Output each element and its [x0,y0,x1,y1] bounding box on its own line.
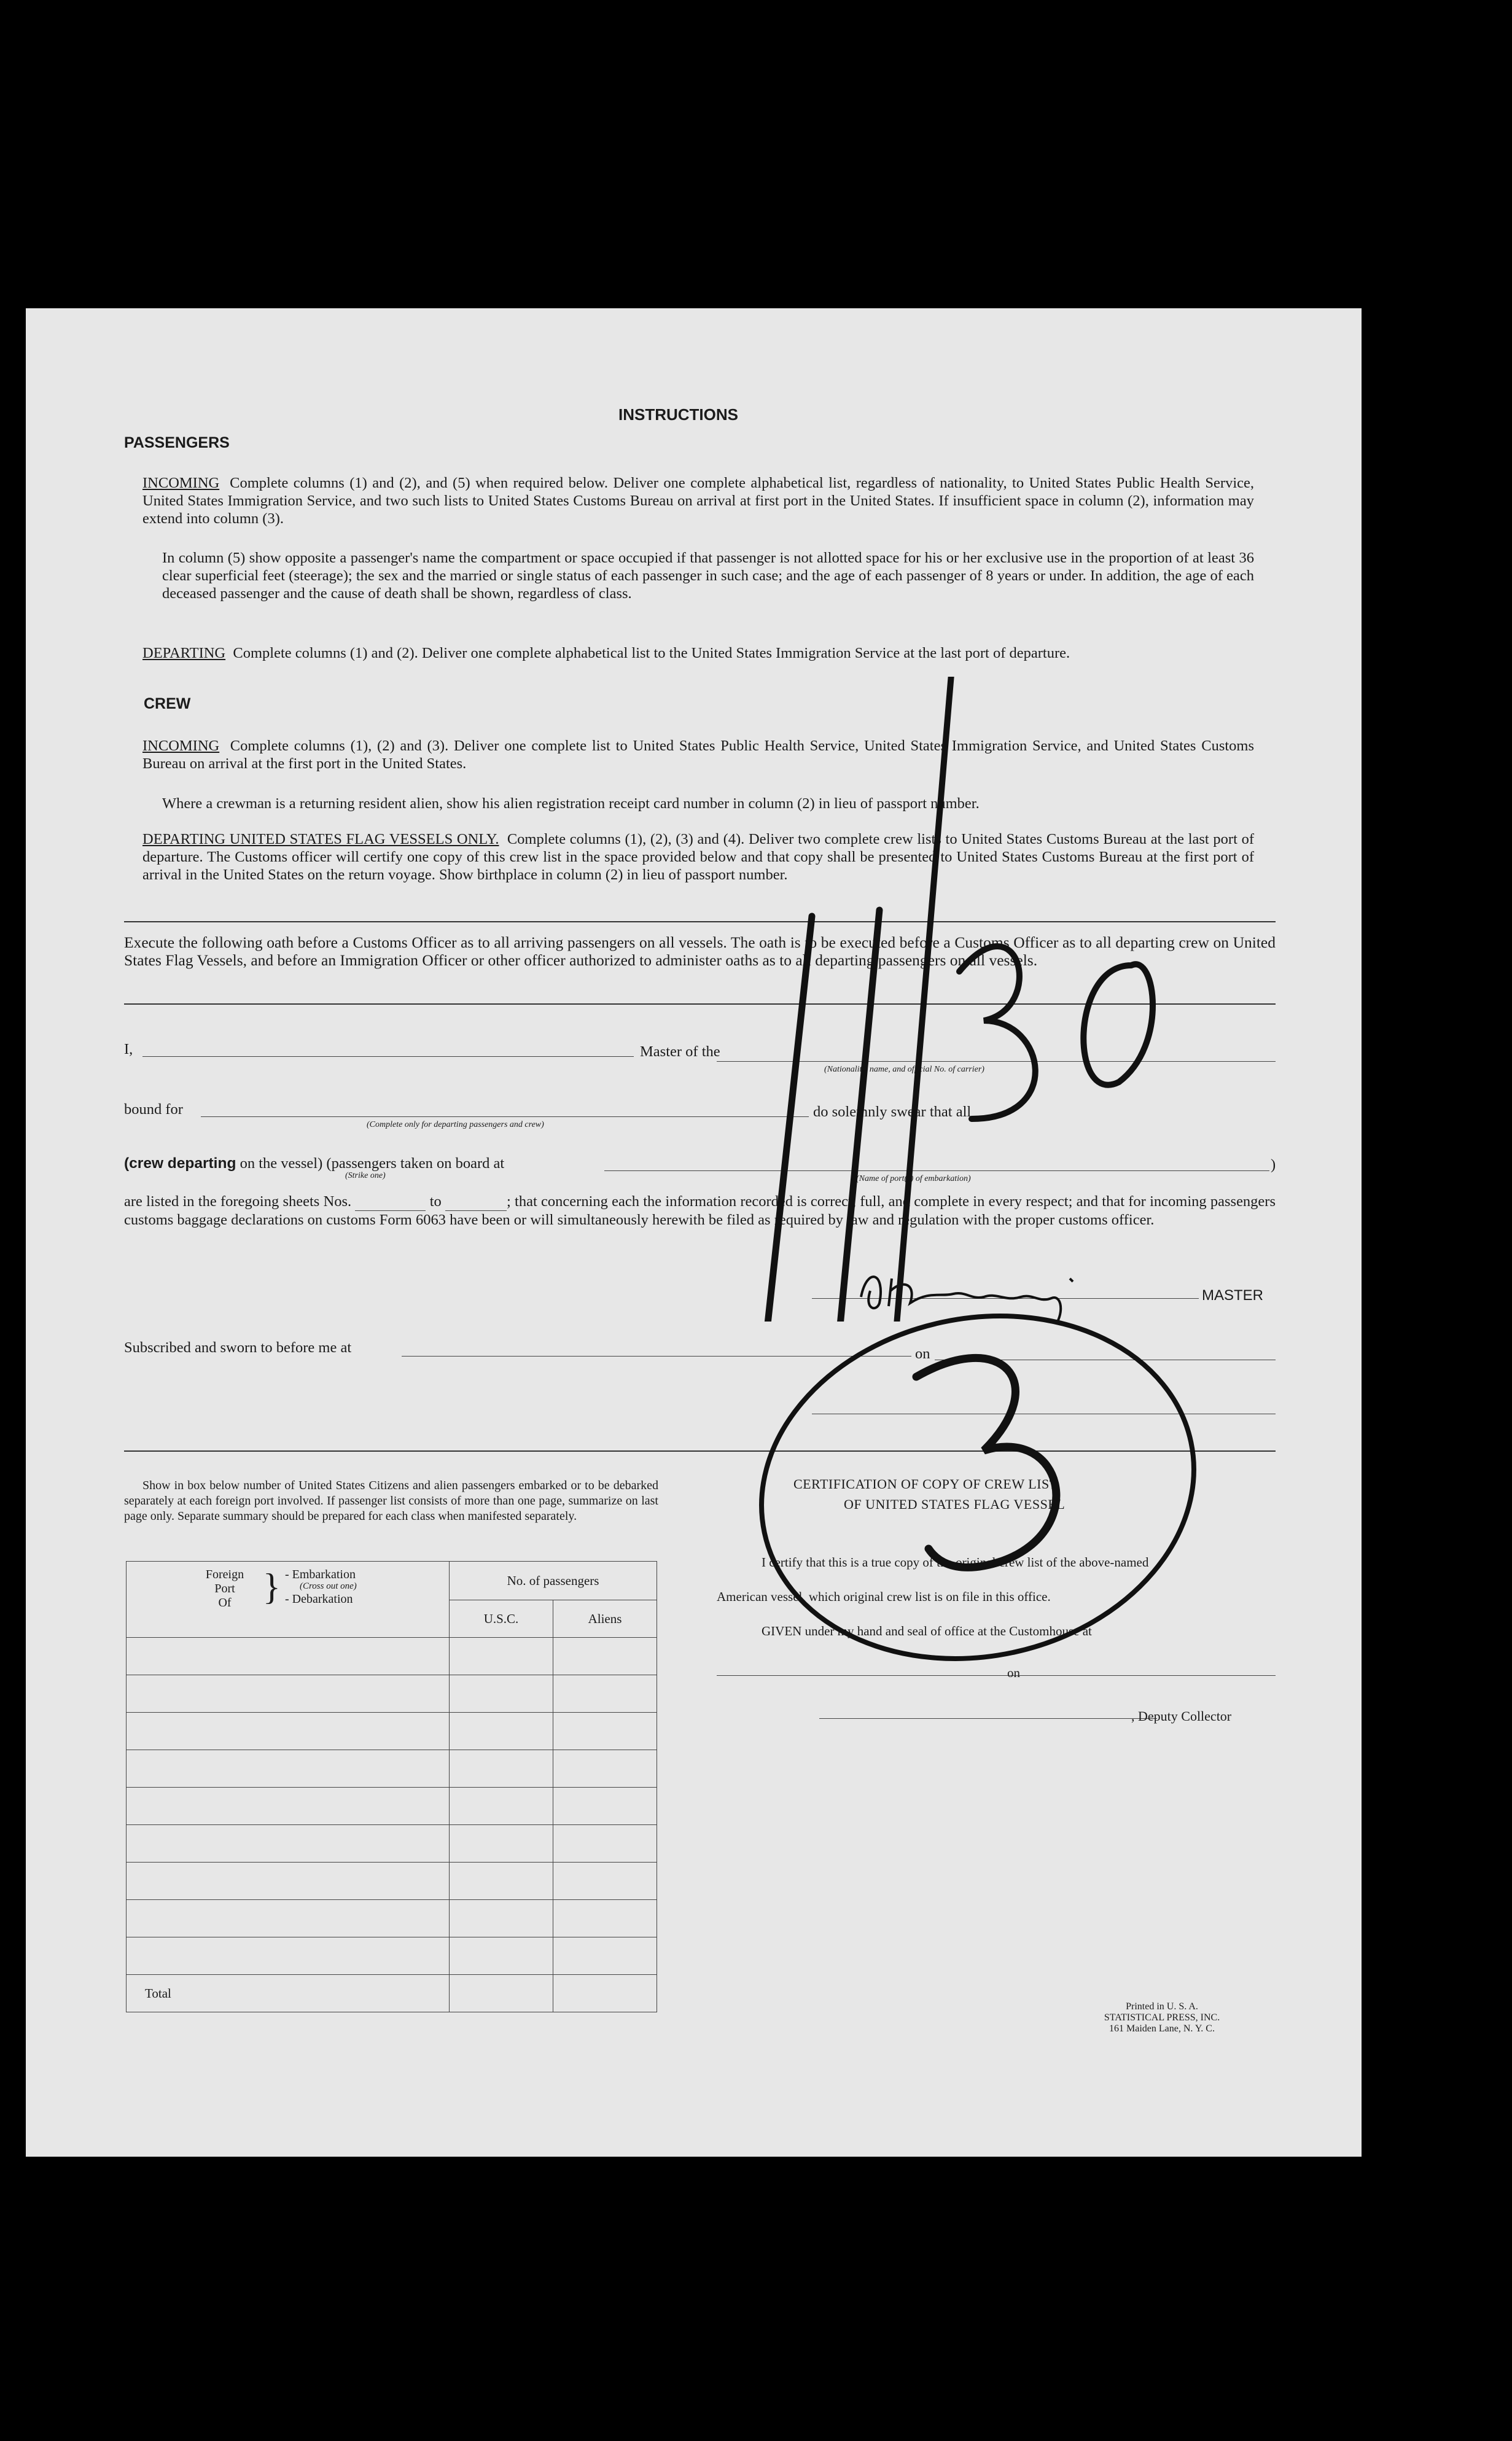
usc-total-cell[interactable] [450,1975,553,2012]
cert-on-label: on [1007,1665,1020,1680]
table-row [127,1825,657,1863]
crew-heading: CREW [144,695,191,712]
incoming-passengers-paragraph [142,474,1254,528]
passengers-taken-label: (passengers taken on board at [326,1155,505,1172]
close-paren: ) [1271,1156,1276,1173]
crew-incoming-paragraph [142,737,1254,773]
aliens-cell[interactable] [553,1713,657,1750]
master-label: MASTER [1202,1287,1264,1304]
total-label: Total [127,1975,450,2012]
divider [124,1450,1276,1452]
aliens-cell[interactable] [553,1900,657,1937]
divider [124,1003,1276,1005]
debarkation-label: - Debarkation [285,1592,353,1606]
listed-text-a: are listed in the foregoing sheets Nos. [124,1193,352,1210]
crew-incoming-text: Complete columns (1), (2) and (3). Deliver one complete list to United States Public Health Service, United States Immigration Service, and United States Customs Bureau on arrival at the first port in the United States. [142,738,1255,772]
port-cell[interactable] [127,1937,450,1975]
port-cell[interactable] [127,1863,450,1900]
embarkation-label: - Embarkation [285,1568,356,1581]
table-total-row [127,1975,657,2012]
usc-header: U.S.C. [450,1600,553,1638]
aliens-header: Aliens [553,1600,657,1638]
bound-for-label: bound for [124,1101,183,1118]
table-row [127,1788,657,1825]
subscribed-label: Subscribed and sworn to before me at [124,1339,352,1356]
complete-only-caption: (Complete only for departing passengers and crew) [367,1120,544,1129]
departing-us-paragraph [142,830,1254,884]
master-signature-line[interactable] [812,1298,1199,1299]
deputy-collector-label: , Deputy Collector [1131,1708,1232,1724]
certify-text: I certify that this is a true copy of the original crew list of the above-named [762,1555,1149,1570]
on-the-vessel-label: on the vessel) [240,1155,323,1172]
foreign-port-of: Foreign Port Of [205,1568,244,1610]
column5-paragraph: In column (5) show opposite a passenger's name the compartment or space occupied if that passenger is not allotted space for his or her exclusive use in the proportion of at least 36 clear superficial feet (steerage); the sex and the married or single status of each passenger in such case; and the age of each passenger of 8 years or under. In addition, the age of each deceased passenger and the cause of death shall be shown, regardless of class. [162,550,1254,602]
table-row [127,1750,657,1788]
port-cell[interactable] [127,1788,450,1825]
usc-cell[interactable] [450,1788,553,1825]
listed-to: to [429,1193,442,1210]
port-cell[interactable] [127,1713,450,1750]
i-label: I, [124,1041,133,1057]
listed-paragraph [124,1193,1276,1229]
usc-cell[interactable] [450,1750,553,1788]
port-cell[interactable] [127,1638,450,1675]
printer-line-1: Printed in U. S. A. [1126,2001,1198,2012]
passenger-summary-table [126,1561,657,2012]
box-instructions: Show in box below number of United States Citizens and alien passengers embarked or to be debarked separately at each foreign port involved. If passenger list consists of more than one page, summarize on last page only. Separate summary should be prepared for each class when manifested separately. [124,1479,658,1523]
strike-one-caption: (Strike one) [345,1171,386,1180]
usc-cell[interactable] [450,1900,553,1937]
nationality-caption: (Nationality, name, and official No. of carrier) [824,1065,984,1074]
table-row [127,1675,657,1713]
master-of-the-label: Master of the [640,1043,720,1060]
crew-departing-label: (crew departing [124,1155,236,1172]
usc-cell[interactable] [450,1825,553,1863]
name-of-port-caption: (Name of port(s) of embarkation) [856,1174,971,1183]
carrier-line[interactable] [717,1061,1276,1062]
port-cell[interactable] [127,1825,450,1863]
port-of-embarkation-line[interactable] [604,1170,1269,1171]
departing-us-text: Complete columns (1), (2), (3) and (4). Deliver two complete crew lists to United States Customs Bureau at the last port of departure. The Customs officer will certify one copy of this crew list in the space provided below and that copy shall be presented to United States Customs Bureau at the first port of arrival in the United States on the return voyage. Show birthplace in column (2) in lieu of passport number. [142,831,1254,883]
port-cell[interactable] [127,1900,450,1937]
foreign-port-header [127,1562,450,1638]
departing-text: Complete columns (1) and (2). Deliver one complete alphabetical list to the United States Immigration Service at the last port of departure. [233,645,1070,661]
sheet-from-field[interactable] [355,1193,426,1211]
usc-cell[interactable] [450,1675,553,1713]
crewman-paragraph: Where a crewman is a returning resident alien, show his alien registration receipt card number in column (2) in lieu of passport number. [162,795,980,812]
aliens-cell[interactable] [553,1675,657,1713]
oath-paragraph: Execute the following oath before a Customs Officer as to all arriving passengers on all vessels. The oath is to be executed before a Customs Officer as to all departing crew on United States Flag Vessels, and before an Immigration Officer or other officer authorized to administer oaths as to all departing passengers on all vessels. [124,933,1276,969]
do-solemnly-text: do solemnly swear that all [813,1104,972,1120]
printer-line-2: STATISTICAL PRESS, INC. [1104,2012,1220,2023]
brace: } [263,1567,281,1607]
cert-place-line[interactable] [717,1675,1024,1676]
given-text: GIVEN under my hand and seal of office at the Customhouse at [762,1624,1092,1638]
usc-cell[interactable] [450,1713,553,1750]
table-row [127,1863,657,1900]
table-row [127,1937,657,1975]
no-of-passengers-header: No. of passengers [450,1562,657,1600]
port-cell[interactable] [127,1675,450,1713]
departing-us-label: DEPARTING UNITED STATES FLAG VESSELS ONLY. [142,831,499,847]
american-vessel-text: American vessel, which original crew list is on file in this office. [717,1589,1051,1604]
certification-title-1: CERTIFICATION OF COPY OF CREW LIST [793,1476,1058,1492]
crew-incoming-label: INCOMING [142,738,220,754]
sworn-on-label: on [915,1345,930,1362]
divider [124,921,1276,922]
incoming-label: INCOMING [142,475,220,491]
document-page [26,308,1362,2157]
aliens-cell[interactable] [553,1937,657,1975]
passengers-heading: PASSENGERS [124,434,230,451]
aliens-cell[interactable] [553,1638,657,1675]
sworn-place-line[interactable] [402,1356,911,1357]
bound-for-line[interactable] [201,1116,809,1117]
cross-out-label: (Cross out one) [300,1581,357,1591]
incoming-text: Complete columns (1) and (2), and (5) when required below. Deliver one complete alphabetical list, regardless of nationality, to United States Public Health Service, United States Immigration Service, and two such lists to United States Customs Bureau on arrival at first port in the United States. If insufficient space in column (2), information may extend into column (3). [142,475,1255,527]
listed-text-b: ; that concerning each the information recorded is correct, full, and complete in every respect; and that for incoming passengers customs baggage declarations on customs Form 6063 have been or will simultaneously herewith be filed as required by law and regulation with the proper customs officer. [124,1193,1276,1228]
table-row [127,1900,657,1937]
deputy-signature-line[interactable] [819,1718,1157,1719]
aliens-cell[interactable] [553,1825,657,1863]
usc-cell[interactable] [450,1937,553,1975]
table-row [127,1638,657,1675]
master-signature [849,1254,1119,1328]
aliens-cell[interactable] [553,1863,657,1900]
sheet-to-field[interactable] [445,1193,507,1211]
printer-imprint [1070,2001,1254,2034]
cert-date-line[interactable] [1024,1675,1276,1676]
port-cell[interactable] [127,1750,450,1788]
printer-line-3: 161 Maiden Lane, N. Y. C. [1109,2023,1215,2034]
master-name-line[interactable] [142,1056,634,1057]
departing-passengers-paragraph [142,644,1254,662]
aliens-cell[interactable] [553,1750,657,1788]
certification-title-2: OF UNITED STATES FLAG VESSEL [844,1497,1066,1512]
aliens-total-cell[interactable] [553,1975,657,2012]
instructions-title: INSTRUCTIONS [618,405,738,424]
departing-label: DEPARTING [142,645,226,661]
table-row [127,1713,657,1750]
aliens-cell[interactable] [553,1788,657,1825]
crew-departing-line-text [124,1154,504,1172]
usc-cell[interactable] [450,1863,553,1900]
usc-cell[interactable] [450,1638,553,1675]
